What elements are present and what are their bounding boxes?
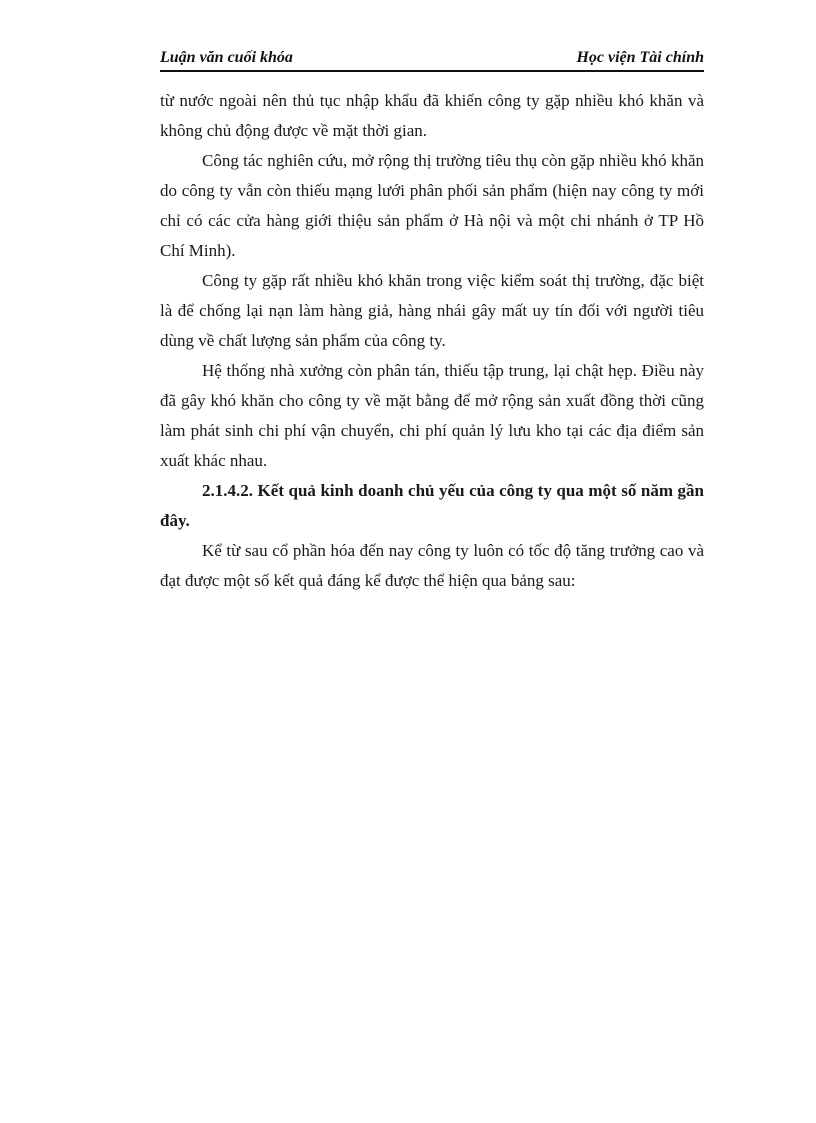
paragraph-market-research: Công tác nghiên cứu, mở rộng thị trường tiêu thụ còn gặp nhiều khó khăn do công ty vẫn còn thiếu mạng lưới phân phối sản phẩm (hiện nay công ty mới chỉ có các cửa hàng giới thiệu sản phẩm ở Hà nội và một chi nhánh ở TP Hồ Chí Minh). [160,151,704,260]
document-body [160,86,704,596]
paragraph-market-control: Công ty gặp rất nhiều khó khăn trong việc kiểm soát thị trường, đặc biệt là để chống lại nạn làm hàng giả, hàng nhái gây mất uy tín đối với người tiêu dùng về chất lượng sản phẩm của công ty. [160,271,704,350]
paragraph-results-intro: Kể từ sau cổ phần hóa đến nay công ty luôn có tốc độ tăng trưởng cao và đạt được một số kết quả đáng kể được thể hiện qua bảng sau: [160,541,704,590]
header-left-title: Luận văn cuối khóa [160,49,293,66]
header-right-title: Học viện Tài chính [576,49,704,66]
paragraph-factory-system: Hệ thống nhà xưởng còn phân tán, thiếu tập trung, lại chật hẹp. Điều này đã gây khó khăn cho công ty về mặt bằng để mở rộng sản xuất đồng thời cũng làm phát sinh chi phí vận chuyển, chi phí quản lý lưu kho tại các địa điểm sản xuất khác nhau. [160,361,704,470]
paragraph-continuation: từ nước ngoài nên thủ tục nhập khẩu đã khiến công ty gặp nhiều khó khăn và không chủ động được về mặt thời gian. [160,91,704,140]
section-heading: 2.1.4.2. Kết quả kinh doanh chủ yếu của công ty qua một số năm gần đây. [160,481,704,530]
page-header [160,44,704,72]
